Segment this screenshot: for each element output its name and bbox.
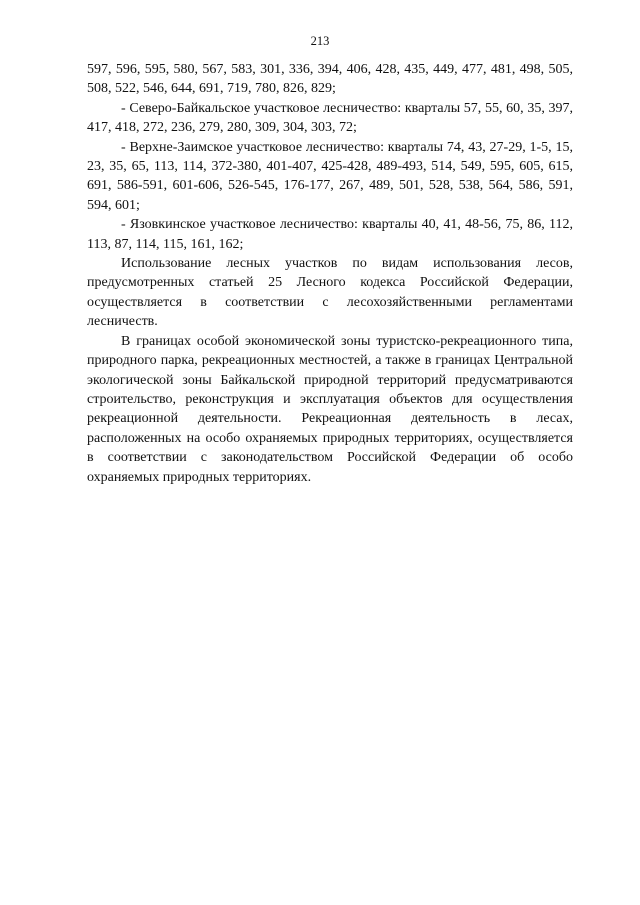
paragraph-yazovkinskoe: - Язовкинское участковое лесничество: кварталы 40, 41, 48-56, 75, 86, 112, 113, 87, 114, 115, 161, 162;	[87, 217, 573, 252]
paragraph-recreation-zones: В границах особой экономической зоны туристско-рекреационного типа, природного парка, рекреационных местностей, а также в границах Центральной экологической зоны Байкальской природной территорий предусматриваются строительство, реконструкция и эксплуатация объектов для осуществления рекреационной деятельности. Рекреационная деятельность в лесах, расположенных на особо охраняемых природных территориях, осуществляется в соответствии с законодательством Российской Федерации об особо охраняемых природных территориях.	[87, 333, 573, 485]
paragraph-forest-use: Использование лесных участков по видам использования лесов, предусмотренных статьей 25 Лесного кодекса Российской Федерации, осуществляется в соответствии с лесохозяйственными регламентами лесничеств.	[87, 256, 573, 330]
paragraph-quarters-continued: 597, 596, 595, 580, 567, 583, 301, 336, 394, 406, 428, 435, 449, 477, 481, 498, 505, 508, 522, 546, 644, 691, 719, 780, 826, 829;	[87, 62, 573, 97]
document-body	[87, 60, 573, 487]
page-number: 213	[310, 34, 330, 48]
paragraph-verkhne-zaimskoe: - Верхне-Заимское участковое лесничество: кварталы 74, 43, 27-29, 1-5, 15, 23, 35, 65, 113, 114, 372-380, 401-407, 425-428, 489-493, 514, 549, 595, 605, 615, 691, 586-591, 601-606, 526-545, 176-177, 267, 489, 501, 528, 538, 564, 586, 591, 594, 601;	[87, 139, 573, 213]
paragraph-severo-baikalskoe: - Северо-Байкальское участковое лесничество: кварталы 57, 55, 60, 35, 397, 417, 418, 272, 236, 279, 280, 309, 304, 303, 72;	[87, 100, 573, 136]
